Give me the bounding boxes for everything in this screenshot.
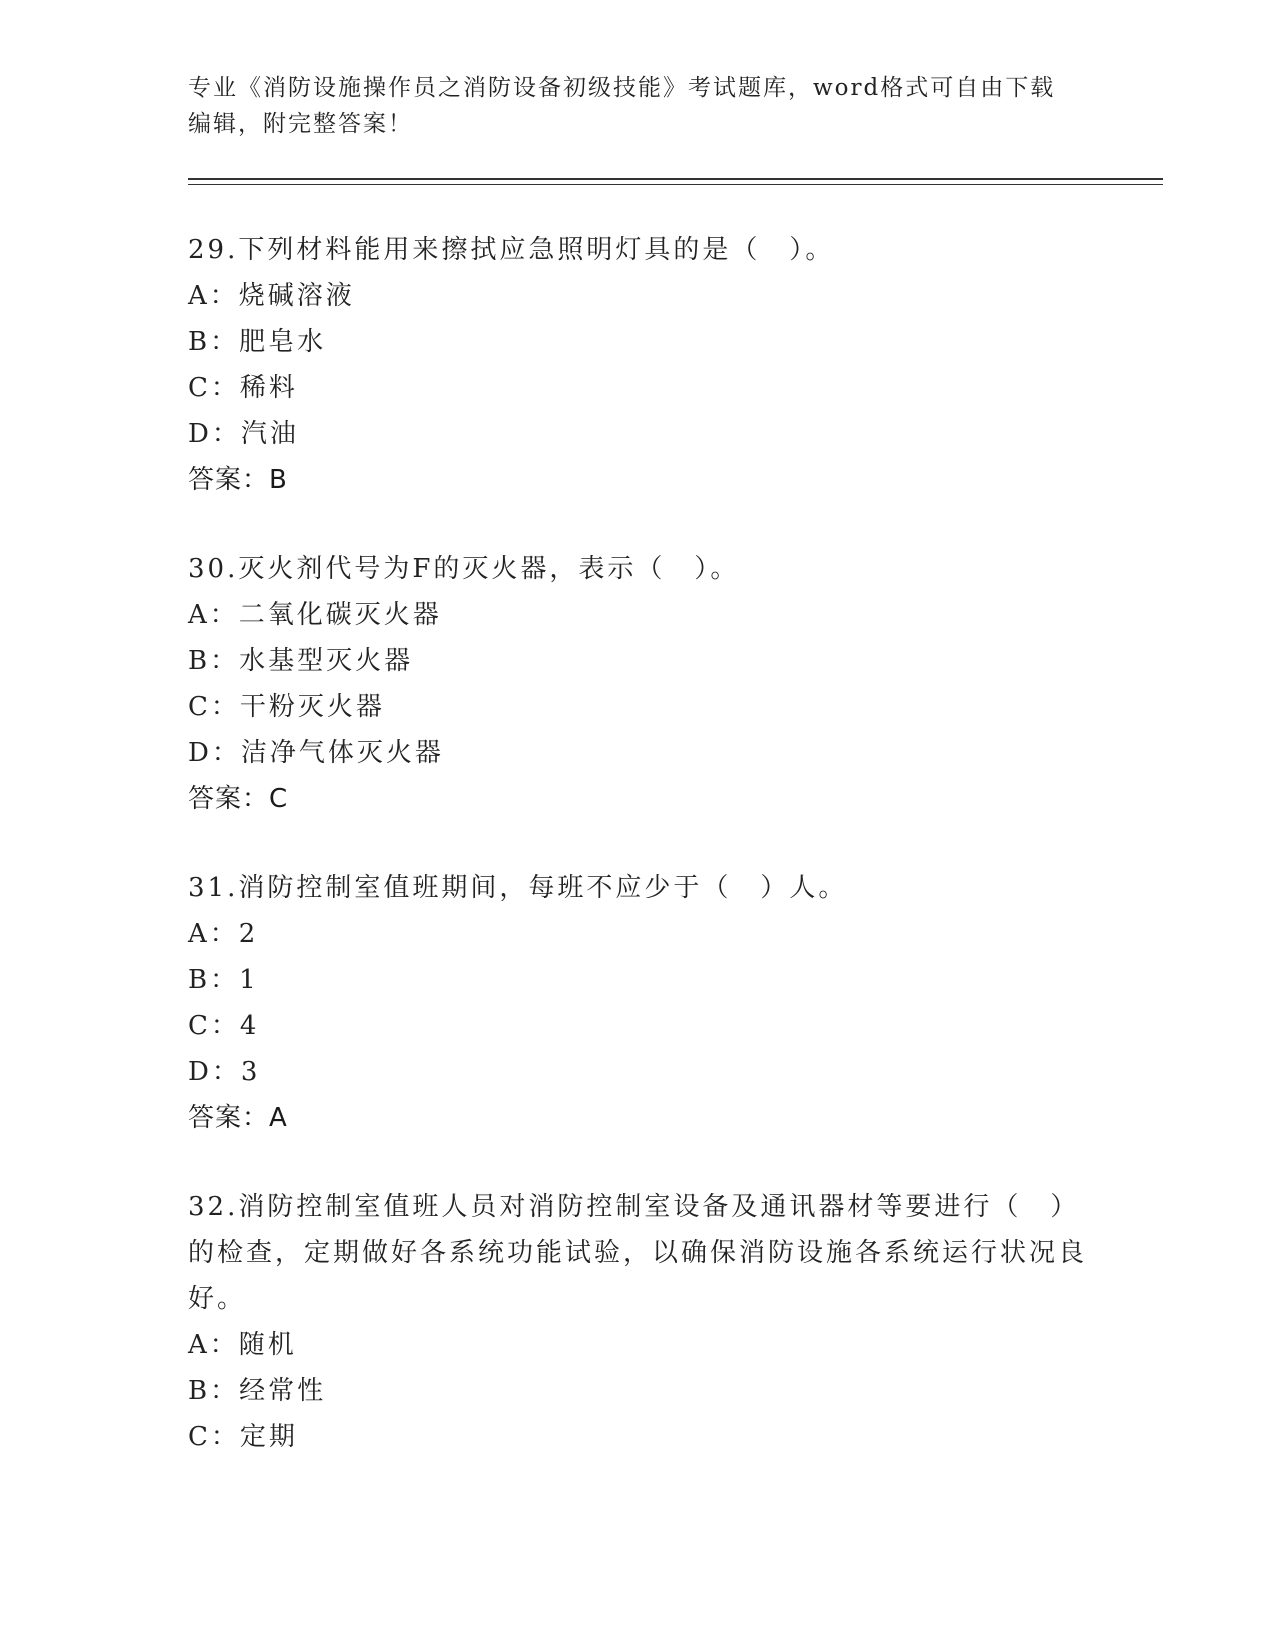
option-b: B：肥皂水	[188, 327, 327, 357]
answer: 答案：A	[188, 1103, 288, 1133]
option-d: D：3	[188, 1057, 261, 1087]
answer: 答案：B	[188, 465, 288, 495]
question-29	[188, 227, 1088, 503]
answer: 答案：C	[188, 784, 289, 814]
question-31	[188, 865, 1088, 1141]
question-stem: 30.灭火剂代号为F的灭火器，表示（ ）。	[188, 554, 740, 584]
option-c: C：稀料	[188, 373, 298, 403]
option-a: A：烧碱溶液	[188, 281, 355, 311]
option-b: B：1	[188, 965, 259, 995]
option-c: C：定期	[188, 1422, 298, 1452]
question-stem: 29.下列材料能用来擦拭应急照明灯具的是（ ）。	[188, 235, 835, 265]
option-a: A：2	[188, 919, 259, 949]
option-a: A：随机	[188, 1330, 297, 1360]
option-a: A：二氧化碳灭火器	[188, 600, 442, 630]
option-c: C：干粉灭火器	[188, 692, 385, 722]
question-stem: 31.消防控制室值班期间，每班不应少于（ ）人。	[188, 873, 848, 903]
document-header: 专业《消防设施操作员之消防设备初级技能》考试题库，word格式可自由下载编辑，附完整答案！	[188, 75, 1056, 137]
option-b: B：经常性	[188, 1376, 327, 1406]
header-rule-thin	[188, 184, 1163, 185]
question-stem: 32.消防控制室值班人员对消防控制室设备及通讯器材等要进行（ ）的检查，定期做好各系统功能试验，以确保消防设施各系统运行状况良好。	[188, 1192, 1088, 1314]
option-b: B：水基型灭火器	[188, 646, 414, 676]
header-rule-thick	[188, 178, 1163, 180]
option-d: D：汽油	[188, 419, 299, 449]
question-30	[188, 546, 1088, 822]
option-d: D：洁净气体灭火器	[188, 738, 444, 768]
option-c: C：4	[188, 1011, 260, 1041]
question-32	[188, 1184, 1088, 1460]
